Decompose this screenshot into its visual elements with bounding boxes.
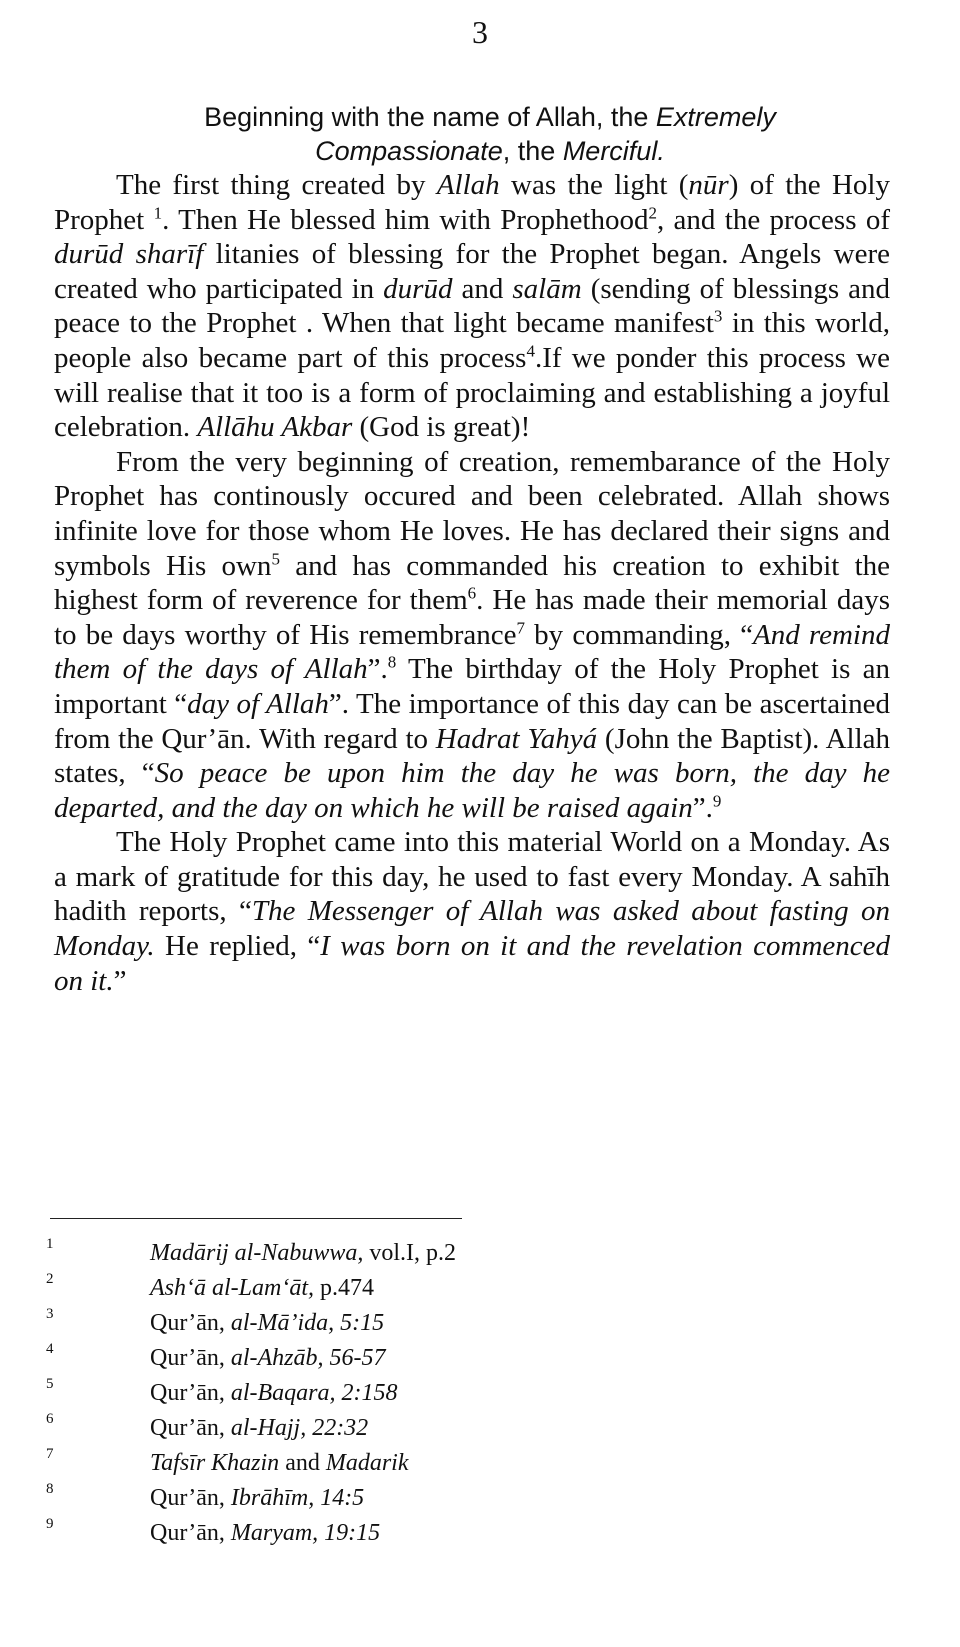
italic-span: The Messenger of Allah was asked about fasting on Monday. <box>54 895 890 963</box>
footnote-item <box>46 1411 746 1447</box>
footnote-item <box>46 1446 746 1482</box>
footnote-number: 4 <box>46 1341 54 1357</box>
text-span: and <box>452 272 513 305</box>
footnote-ref: 4 <box>526 341 535 361</box>
text-span: He replied, “ <box>154 930 321 963</box>
footnote-ref: 5 <box>271 548 280 568</box>
footnote-plain: Qur’ān, <box>150 1310 231 1336</box>
footnote-italic: al-Baqara, 2:158 <box>230 1380 398 1406</box>
footnote-text <box>150 1415 368 1442</box>
footnote-number: 9 <box>46 1516 54 1532</box>
footnote-text <box>150 1380 398 1407</box>
italic-span: Hadrat Yahyá <box>435 722 598 755</box>
footnote-number: 2 <box>46 1271 54 1287</box>
text-span: The first thing created by <box>116 169 437 201</box>
text-span: The birthday of the Holy Prophet is an important “ <box>54 653 890 720</box>
heading-text-2: , the <box>502 136 563 166</box>
footnote-italic: Madarik <box>325 1450 409 1476</box>
italic-span: Allah <box>436 169 500 201</box>
footnote-item <box>46 1236 746 1272</box>
text-span: was the light ( <box>499 169 689 201</box>
footnote-number: 3 <box>46 1306 54 1322</box>
text-span: (John the Baptist). Allah states, “ <box>54 722 890 790</box>
footnote-plain: Qur’ān, <box>150 1485 231 1511</box>
footnote-ref: 7 <box>516 618 525 638</box>
footnote-number: 5 <box>46 1376 54 1392</box>
italic-span: day of Allah <box>187 687 329 720</box>
footnote-ref: 6 <box>467 583 477 603</box>
footnote-italic: al-Ahzāb, 56-57 <box>230 1345 386 1371</box>
footnote-number: 8 <box>46 1481 54 1497</box>
text-span: (sending of blessings and peace to the Prophet . When that light became manifest <box>54 272 890 340</box>
text-span: ”. <box>367 653 388 686</box>
footnote-italic: al-Hajj, 22:32 <box>230 1415 369 1441</box>
footnote-italic: Tafsīr Khazin <box>150 1450 280 1476</box>
footnote-italic: Maryam, 19:15 <box>230 1520 381 1546</box>
page-number: 3 <box>472 14 488 50</box>
footnote-text <box>150 1450 409 1477</box>
italic-span: So peace be upon him the day he was born, the day he departed, and the day on which he will be raised again <box>54 757 890 824</box>
text-span: , and the process of <box>656 203 890 236</box>
italic-span: I was born on it and the revelation commenced on it. <box>54 930 891 997</box>
footnote-plain: vol.I, p.2 <box>363 1240 457 1266</box>
paragraph-1 <box>54 168 890 445</box>
paragraph-3 <box>54 825 890 998</box>
text-span: in this world, people also became part of this process <box>54 307 890 374</box>
text-span: by commanding, “ <box>524 618 754 651</box>
footnote-plain: Qur’ān, <box>150 1415 231 1441</box>
footnote-plain: p.474 <box>314 1275 374 1301</box>
text-span: . Then He blessed him with Prophethood <box>162 203 649 236</box>
footnote-text <box>150 1310 384 1337</box>
footnote-divider <box>50 1218 462 1219</box>
footnote-text <box>150 1345 386 1372</box>
footnote-item <box>46 1376 746 1412</box>
footnote-ref: 8 <box>387 652 397 672</box>
footnote-item <box>46 1481 746 1517</box>
body-text <box>54 168 890 998</box>
text-span: The Holy Prophet came into this material World on a Monday. As a mark of gratitude for this day, he used to fast every Monday. A sahīh hadith reports, “ <box>54 826 890 928</box>
italic-span: durūd sharīf <box>54 238 204 271</box>
text-span: . He has made their memorial days to be days worthy of His remembrance <box>54 584 890 651</box>
italic-span: nūr <box>688 169 729 201</box>
footnote-ref: 1 <box>153 202 163 222</box>
footnote-item <box>46 1516 746 1552</box>
footnote-italic: Madārij al-Nabuwwa, <box>150 1240 364 1266</box>
footnote-italic: Ash‘ā al-Lam‘āt, <box>150 1275 314 1301</box>
italic-span: durūd <box>383 272 453 305</box>
footnote-plain: Qur’ān, <box>150 1380 231 1406</box>
footnote-text <box>150 1520 380 1547</box>
footnote-plain: and <box>279 1450 326 1476</box>
text-span: ” <box>113 964 127 997</box>
heading-line-2 <box>60 134 920 168</box>
footnote-number: 1 <box>46 1236 54 1252</box>
text-span: ”. <box>692 791 713 824</box>
heading-text-1: Beginning with the name of Allah, the <box>204 102 656 132</box>
footnote-italic: Ibrāhīm, 14:5 <box>230 1485 365 1511</box>
footnote-ref: 3 <box>713 306 723 326</box>
page-heading <box>60 100 920 168</box>
footnote-text <box>150 1240 456 1267</box>
footnote-item <box>46 1271 746 1307</box>
footnote-item <box>46 1306 746 1342</box>
footnote-text <box>150 1485 364 1512</box>
italic-span: And remind them of the days of Allah <box>54 618 890 686</box>
footnote-italic: al-Mā’ida, 5:15 <box>230 1310 385 1336</box>
text-span: (God is great)! <box>352 411 531 444</box>
footnote-number: 6 <box>46 1411 54 1427</box>
footnote-ref: 9 <box>712 791 722 811</box>
text-span: ) of the Holy Prophet <box>54 169 890 236</box>
footnote-plain: Qur’ān, <box>150 1345 231 1371</box>
footnote-number: 7 <box>46 1446 54 1462</box>
heading-italic-2: Compassionate <box>315 136 503 166</box>
heading-italic-3: Merciful. <box>562 136 665 166</box>
text-span: and has commanded his creation to exhibit the highest form of reverence for them <box>54 549 891 617</box>
footnote-item <box>46 1341 746 1377</box>
text-span: .If we ponder this process we will realise that it too is a form of proclaiming and establishing a joyful celebration. <box>54 341 890 444</box>
text-span: litanies of blessing for the Prophet began. Angels were created who participated in <box>54 238 890 305</box>
paragraph-2 <box>54 445 890 826</box>
text-span: ”. The importance of this day can be ascertained from the Qur’ān. With regard to <box>54 687 890 755</box>
footnote-text <box>150 1275 374 1302</box>
italic-span: salām <box>512 272 582 305</box>
footnote-plain: Qur’ān, <box>150 1520 231 1546</box>
text-span: From the very beginning of creation, remembarance of the Holy Prophet has continously occured and been celebrated. Allah shows infinite love for those whom He loves. He has declared their signs and symbols His own <box>54 445 890 582</box>
heading-italic-1: Extremely <box>655 102 776 132</box>
italic-span: Allāhu Akbar <box>197 411 353 444</box>
footnote-ref: 2 <box>648 202 657 222</box>
